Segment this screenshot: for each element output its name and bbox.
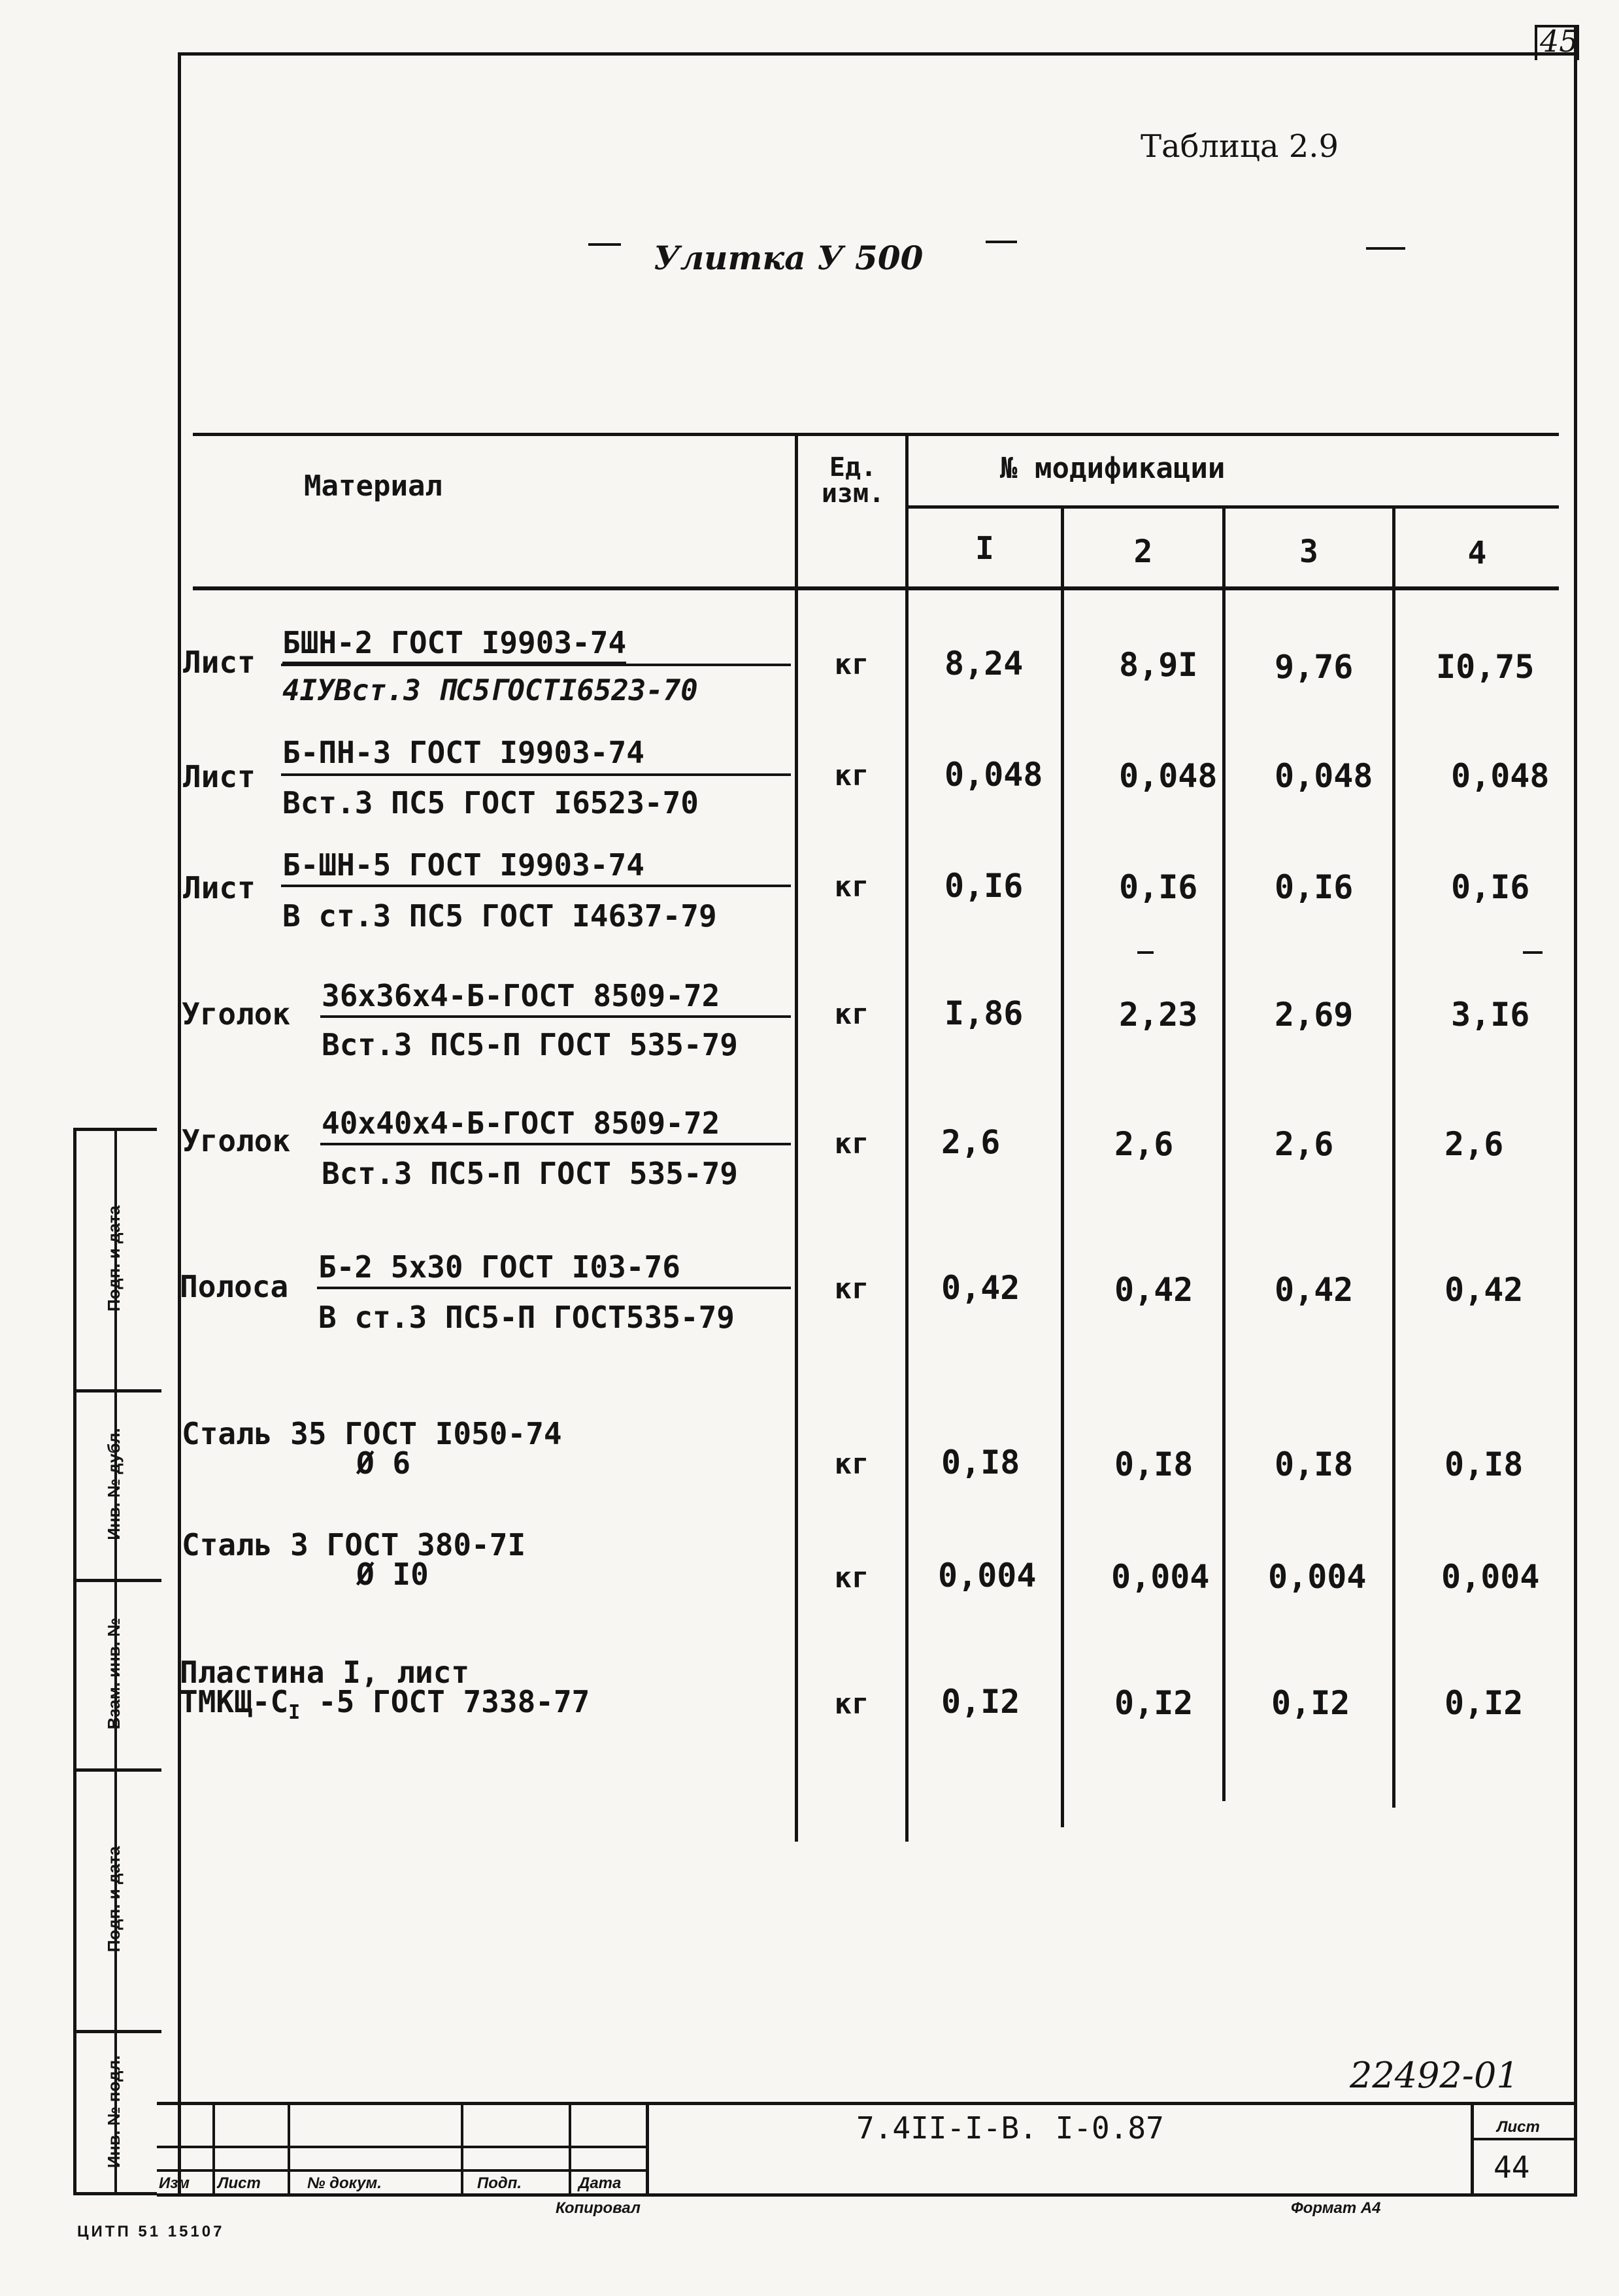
row-6-prefix: Полоса	[180, 1269, 289, 1304]
row-4-bottom: Вст.3 ПС5-П ГОСТ 535-79	[322, 1027, 738, 1062]
row-3-bottom: В ст.3 ПС5 ГОСТ I4637-79	[282, 898, 717, 934]
row-2-unit: кг	[834, 759, 869, 792]
tb-col-4	[569, 2102, 571, 2195]
header-unit-text: Ед. изм.	[821, 452, 885, 509]
row-5-value-4: 2,6	[1444, 1125, 1504, 1163]
title-block-top-rule	[157, 2102, 1577, 2105]
side-label-podp-data-2: Подп. и дата	[104, 1205, 124, 1312]
row-1-unit: кг	[834, 648, 869, 681]
row-3-prefix: Лист	[183, 870, 256, 905]
row-4-prefix: Уголок	[182, 996, 291, 1032]
row-5-value-3: 2,6	[1275, 1125, 1334, 1163]
title-block-low-rule	[157, 2169, 647, 2172]
row-5-prefix: Уголок	[182, 1123, 291, 1158]
row-7-value-1: 0,I8	[941, 1443, 1020, 1481]
row-9-value-1: 0,I2	[941, 1683, 1020, 1721]
row-2-bottom: Вст.3 ПС5 ГОСТ I6523-70	[282, 785, 699, 820]
row-6-bottom: В ст.3 ПС5-П ГОСТ535-79	[318, 1300, 735, 1335]
title-dash-far	[1366, 247, 1405, 250]
row-4-value-2: 2,23	[1119, 996, 1198, 1034]
title-dash-left	[588, 243, 621, 246]
header-bottom-rule	[193, 586, 1559, 590]
tb-label-izm: Изм	[159, 2174, 190, 2192]
row-9-line-1: Пластина I, лист	[180, 1655, 470, 1690]
table-label: Таблица 2.9	[1141, 128, 1339, 165]
side-stamp-rule-3	[73, 1768, 161, 1772]
row-5-bottom: Вст.3 ПС5-П ГОСТ 535-79	[322, 1156, 738, 1191]
row-7-value-3: 0,I8	[1275, 1445, 1354, 1483]
row-3-value-2: 0,I6	[1119, 868, 1198, 906]
row-8-value-3: 0,004	[1268, 1558, 1367, 1596]
row-2-prefix: Лист	[183, 759, 256, 794]
row-9-line-2: ТМКЩ-$С_I$ -5 ГОСТ 7338-77	[180, 1684, 590, 1725]
tb-label-doc: № докум.	[307, 2174, 382, 2192]
row-6-unit: кг	[834, 1272, 869, 1306]
footer-bottom-left: ЦИТП 51 15107	[77, 2223, 225, 2240]
row-7-unit: кг	[834, 1447, 869, 1481]
row-6-value-3: 0,42	[1275, 1271, 1354, 1309]
side-label-vzam-inv: Взам. инв. №	[104, 1617, 124, 1730]
footer-copied: Копировал	[556, 2199, 641, 2217]
row-9-unit: кг	[834, 1687, 869, 1721]
tb-label-list: Лист	[218, 2174, 261, 2192]
tb-sheet-rule	[1471, 2138, 1577, 2140]
row-8-value-4: 0,004	[1441, 1558, 1540, 1596]
frame-right	[1574, 26, 1577, 2195]
row-5-unit: кг	[834, 1127, 869, 1160]
side-label-podp-data-1: Подп. и дата	[104, 1846, 124, 1953]
row-7-line-1: Сталь 35 ГОСТ I050-74	[182, 1416, 562, 1451]
row-8-line-2: Ø I0	[356, 1557, 429, 1592]
row-1-value-3: 9,76	[1275, 648, 1354, 686]
table-top-rule	[193, 433, 1559, 436]
tb-sheet-left	[1471, 2102, 1474, 2195]
col-mod3-right	[1392, 507, 1395, 1808]
frame-top	[178, 52, 1577, 56]
title-dash-right	[986, 241, 1017, 243]
row-6-fraction-line	[317, 1287, 791, 1289]
sheet-number: 44	[1494, 2150, 1530, 2185]
row-4-top: 36x36x4-Б-ГОСТ 8509-72	[322, 978, 720, 1013]
row-5-fraction-line	[320, 1143, 791, 1145]
row-1-value-4: I0,75	[1436, 648, 1535, 686]
tb-col-2	[288, 2102, 290, 2195]
row-3-value-3: 0,I6	[1275, 868, 1354, 906]
row-1-value-1: 8,24	[944, 645, 1024, 683]
header-modifications: № модификации	[1000, 452, 1226, 485]
mod-number-4: 4	[1467, 535, 1487, 571]
row-6-value-1: 0,42	[941, 1269, 1020, 1307]
row-6-value-2: 0,42	[1114, 1271, 1193, 1309]
row-7-line-2: Ø 6	[356, 1445, 411, 1481]
row-1-fraction-line	[281, 664, 791, 666]
row-2-value-1: 0,048	[944, 756, 1043, 794]
page-number: 45	[1540, 24, 1578, 59]
header-material: Материал	[304, 469, 442, 503]
page-title: Улитка У 500	[654, 239, 924, 277]
side-label-inv-podl: Инв. № подл.	[104, 2055, 124, 2169]
row-6-top: Б-2 5x30 ГОСТ I03-76	[318, 1249, 680, 1285]
tb-col-3	[461, 2102, 463, 2195]
footer-format: Формат А4	[1291, 2199, 1381, 2217]
row-1-top: БШН-2 ГОСТ I9903-74	[282, 628, 626, 658]
row-6-value-4: 0,42	[1444, 1271, 1524, 1309]
row-4-value-4: 3,I6	[1451, 996, 1530, 1034]
tb-col-1	[212, 2102, 215, 2195]
row-2-value-4: 0,048	[1451, 757, 1550, 795]
side-stamp-rule-4	[73, 2030, 161, 2033]
col-unit-right	[905, 433, 909, 1842]
side-label-inv-dubl: Инв. № дубл.	[104, 1428, 124, 1540]
mod-number-2: 2	[1133, 533, 1153, 570]
row-3-unit: кг	[834, 870, 869, 903]
row-7-value-4: 0,I8	[1444, 1445, 1524, 1483]
row-3-top: Б-ШН-5 ГОСТ I9903-74	[282, 847, 644, 883]
row-4-value-3: 2,69	[1275, 996, 1354, 1034]
mod-number-3: 3	[1299, 533, 1318, 570]
row-2-value-2: 0,048	[1119, 757, 1218, 795]
row-8-value-2: 0,004	[1111, 1558, 1210, 1596]
row-8-unit: кг	[834, 1561, 869, 1595]
row-3-fraction-line	[281, 885, 791, 887]
row-4-fraction-line	[320, 1015, 791, 1018]
row-8-value-1: 0,004	[938, 1557, 1037, 1595]
row-5-value-1: 2,6	[941, 1123, 1001, 1161]
row-3-dash-b	[1523, 951, 1543, 954]
row-4-value-1: I,86	[944, 994, 1024, 1032]
row-3-dash-a	[1137, 951, 1154, 954]
sheet-label: Лист	[1497, 2118, 1540, 2136]
mod-number-1: I	[975, 530, 994, 567]
row-1-bottom: 4IУВст.3 ПС5ГОСТI6523-70	[282, 674, 698, 707]
tb-col-5	[646, 2102, 649, 2195]
row-8-line-1: Сталь 3 ГОСТ 380-7I	[182, 1527, 526, 1562]
row-5-top: 40x40x4-Б-ГОСТ 8509-72	[322, 1106, 720, 1141]
row-5-value-2: 2,6	[1114, 1125, 1174, 1163]
row-9-value-4: 0,I2	[1444, 1684, 1524, 1722]
title-block-mid-rule	[157, 2146, 647, 2148]
row-9-value-2: 0,I2	[1114, 1684, 1193, 1722]
doc-code: 7.4II-I-В. I-0.87	[856, 2110, 1164, 2146]
frame-left	[178, 52, 181, 2195]
frame-bottom	[157, 2193, 1577, 2197]
mod-header-rule	[907, 505, 1559, 509]
row-1-value-2: 8,9I	[1119, 646, 1198, 684]
header-unit	[801, 454, 905, 507]
tb-label-podp: Подп.	[477, 2174, 522, 2192]
row-3-value-4: 0,I6	[1451, 868, 1530, 906]
row-2-fraction-line	[281, 773, 791, 776]
row-2-top: Б-ПН-3 ГОСТ I9903-74	[282, 735, 644, 770]
row-7-value-2: 0,I8	[1114, 1445, 1193, 1483]
row-2-value-3: 0,048	[1275, 757, 1373, 795]
col-mod2-right	[1222, 507, 1226, 1801]
row-9-value-3: 0,I2	[1271, 1684, 1350, 1722]
row-3-value-1: 0,I6	[944, 867, 1024, 905]
row-4-unit: кг	[834, 998, 869, 1031]
col-mod1-right	[1061, 507, 1064, 1827]
row-1-prefix: Лист	[183, 645, 256, 680]
tb-label-data: Дата	[578, 2174, 622, 2192]
handwritten-number: 22492-01	[1350, 2055, 1519, 2096]
